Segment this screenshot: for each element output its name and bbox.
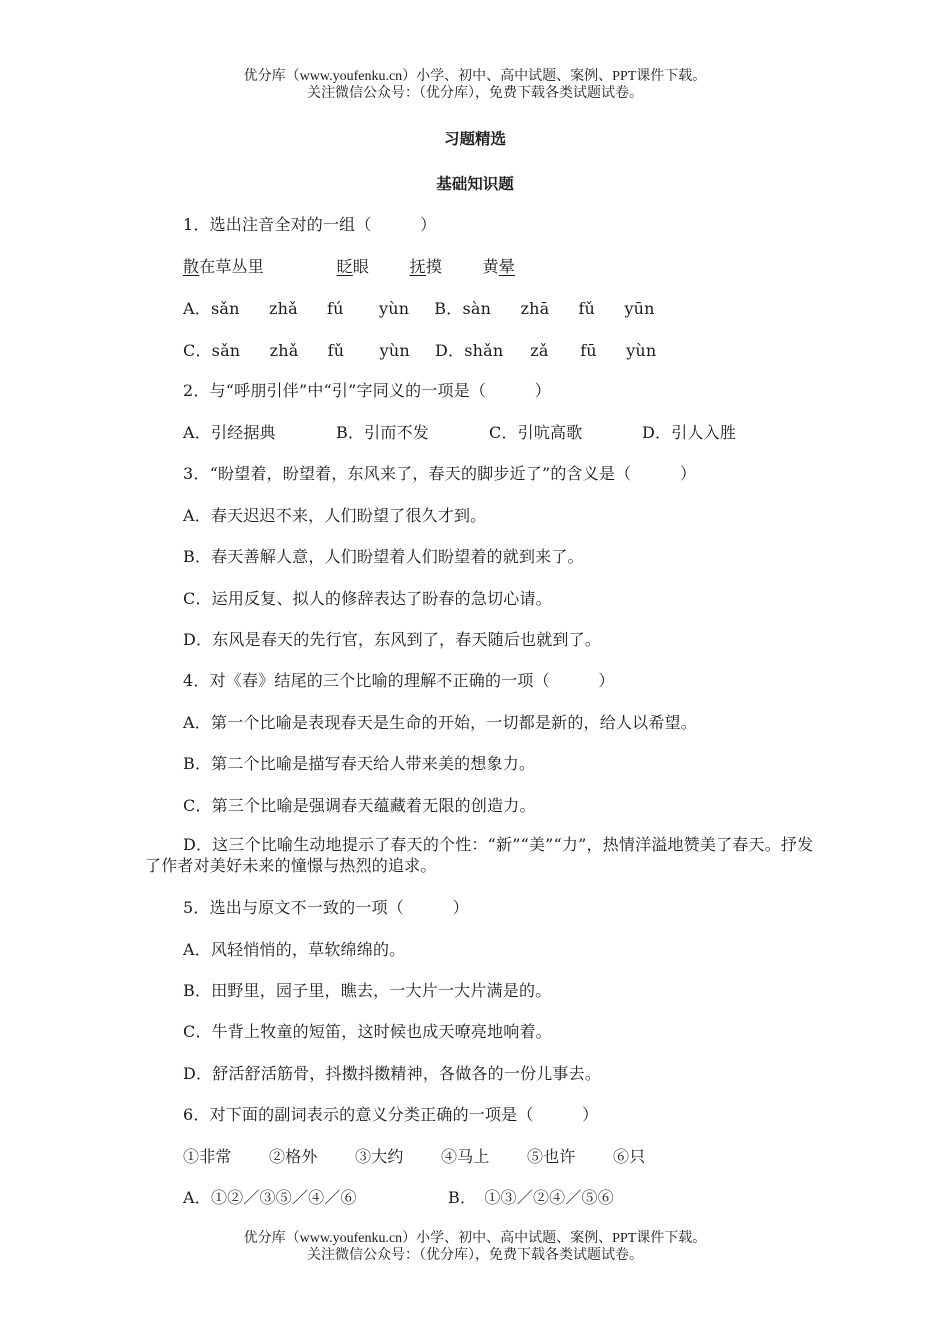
q1-option-a: A．sǎn zhǎ fú yùn (183, 299, 410, 318)
q6-option-b: B． ①③／②④／⑤⑥ (448, 1188, 614, 1207)
q3-option-d: D．东风是春天的先行官，东风到了，春天随后也就到了。 (183, 630, 602, 649)
q4-stem: 4．对《春》结尾的三个比喻的理解不正确的一项（ ） (183, 671, 615, 690)
q3-stem: 3．“盼望着，盼望着，东风来了，春天的脚步近了”的含义是（ ） (183, 464, 697, 483)
q1-word-1: 散在草丛里 (183, 257, 265, 276)
q3-option-a: A．春天迟迟不来，人们盼望了很久才到。 (183, 506, 487, 525)
q1-words (183, 254, 515, 277)
q6-option-a: A．①②／③⑤／④／⑥ (183, 1188, 357, 1207)
q5-option-a: A．风轻悄悄的，草软绵绵的。 (183, 940, 406, 959)
q5-option-c: C．牛背上牧童的短笛，这时候也成天嘹亮地响着。 (183, 1022, 552, 1041)
q1-options-cd (183, 338, 656, 361)
q6-words (183, 1144, 645, 1167)
q6-word-1: ①非常 (183, 1147, 232, 1166)
q1-stem: 1．选出注音全对的一组（ ） (183, 215, 437, 234)
q1-option-c: C．sǎn zhǎ fǔ yùn (183, 341, 410, 360)
page-header (0, 68, 950, 102)
q6-word-4: ④马上 (441, 1147, 490, 1166)
q1-option-d: D．shǎn zǎ fū yùn (434, 341, 657, 360)
q5-option-b: B．田野里，园子里，瞧去，一大片一大片满是的。 (183, 981, 552, 1000)
q6-word-2: ②格外 (269, 1147, 318, 1166)
q1-word-2: 眨眼 (336, 257, 370, 276)
q1-word-4: 黄晕 (482, 257, 516, 276)
q1-options-ab (183, 296, 655, 319)
page-title: 习题精选 (443, 130, 506, 148)
q3-option-c: C．运用反复、拟人的修辞表达了盼春的急切心请。 (183, 589, 552, 608)
q6-options (183, 1185, 614, 1208)
header-line-2: 关注微信公众号：（优分库），免费下载各类试题试卷。 (307, 86, 643, 101)
section-title: 基础知识题 (436, 175, 514, 193)
q2-option-b: B．引而不发 (336, 423, 429, 442)
page-footer (0, 1230, 950, 1264)
q4-option-c: C．第三个比喻是强调春天蕴藏着无限的创造力。 (183, 796, 536, 815)
q2-options (183, 420, 736, 443)
footer-line-1: 优分库（www.youfenku.cn）小学、初中、高中试题、案例、PPT课件下载。 (243, 1231, 707, 1246)
q6-stem: 6．对下面的副词表示的意义分类正确的一项是（ ） (183, 1105, 599, 1124)
q6-word-3: ③大约 (355, 1147, 404, 1166)
q2-option-a: A．引经据典 (183, 423, 276, 442)
q3-option-b: B．春天善解人意，人们盼望着人们盼望着的就到来了。 (183, 547, 584, 566)
header-line-1: 优分库（www.youfenku.cn）小学、初中、高中试题、案例、PPT课件下载。 (243, 69, 707, 84)
q4-option-b: B．第二个比喻是描写春天给人带来美的想象力。 (183, 754, 536, 773)
q2-stem: 2．与“呼朋引伴”中“引”字同义的一项是（ ） (183, 381, 551, 400)
q2-option-d: D．引人入胜 (642, 423, 737, 442)
q2-option-c: C．引吭高歌 (489, 423, 583, 442)
q1-word-3: 抚摸 (409, 257, 443, 276)
footer-line-2: 关注微信公众号：（优分库），免费下载各类试题试卷。 (307, 1248, 643, 1263)
q5-stem: 5．选出与原文不一致的一项（ ） (183, 898, 469, 917)
q5-option-d: D．舒活舒活筋骨，抖擞抖擞精神，各做各的一份儿事去。 (183, 1064, 602, 1083)
q4-option-d: D．这三个比喻生动地提示了春天的个性：“新”“美”“力”，热情洋溢地赞美了春天。抒发了作者对美好未来的憧憬与热烈的追求。 (145, 835, 814, 875)
q1-option-b: B．sàn zhā fǔ yūn (434, 299, 655, 318)
q6-word-6: ⑥只 (613, 1147, 646, 1166)
q4-option-a: A．第一个比喻是表现春天是生命的开始，一切都是新的，给人以希望。 (183, 713, 697, 732)
q6-word-5: ⑤也许 (527, 1147, 576, 1166)
